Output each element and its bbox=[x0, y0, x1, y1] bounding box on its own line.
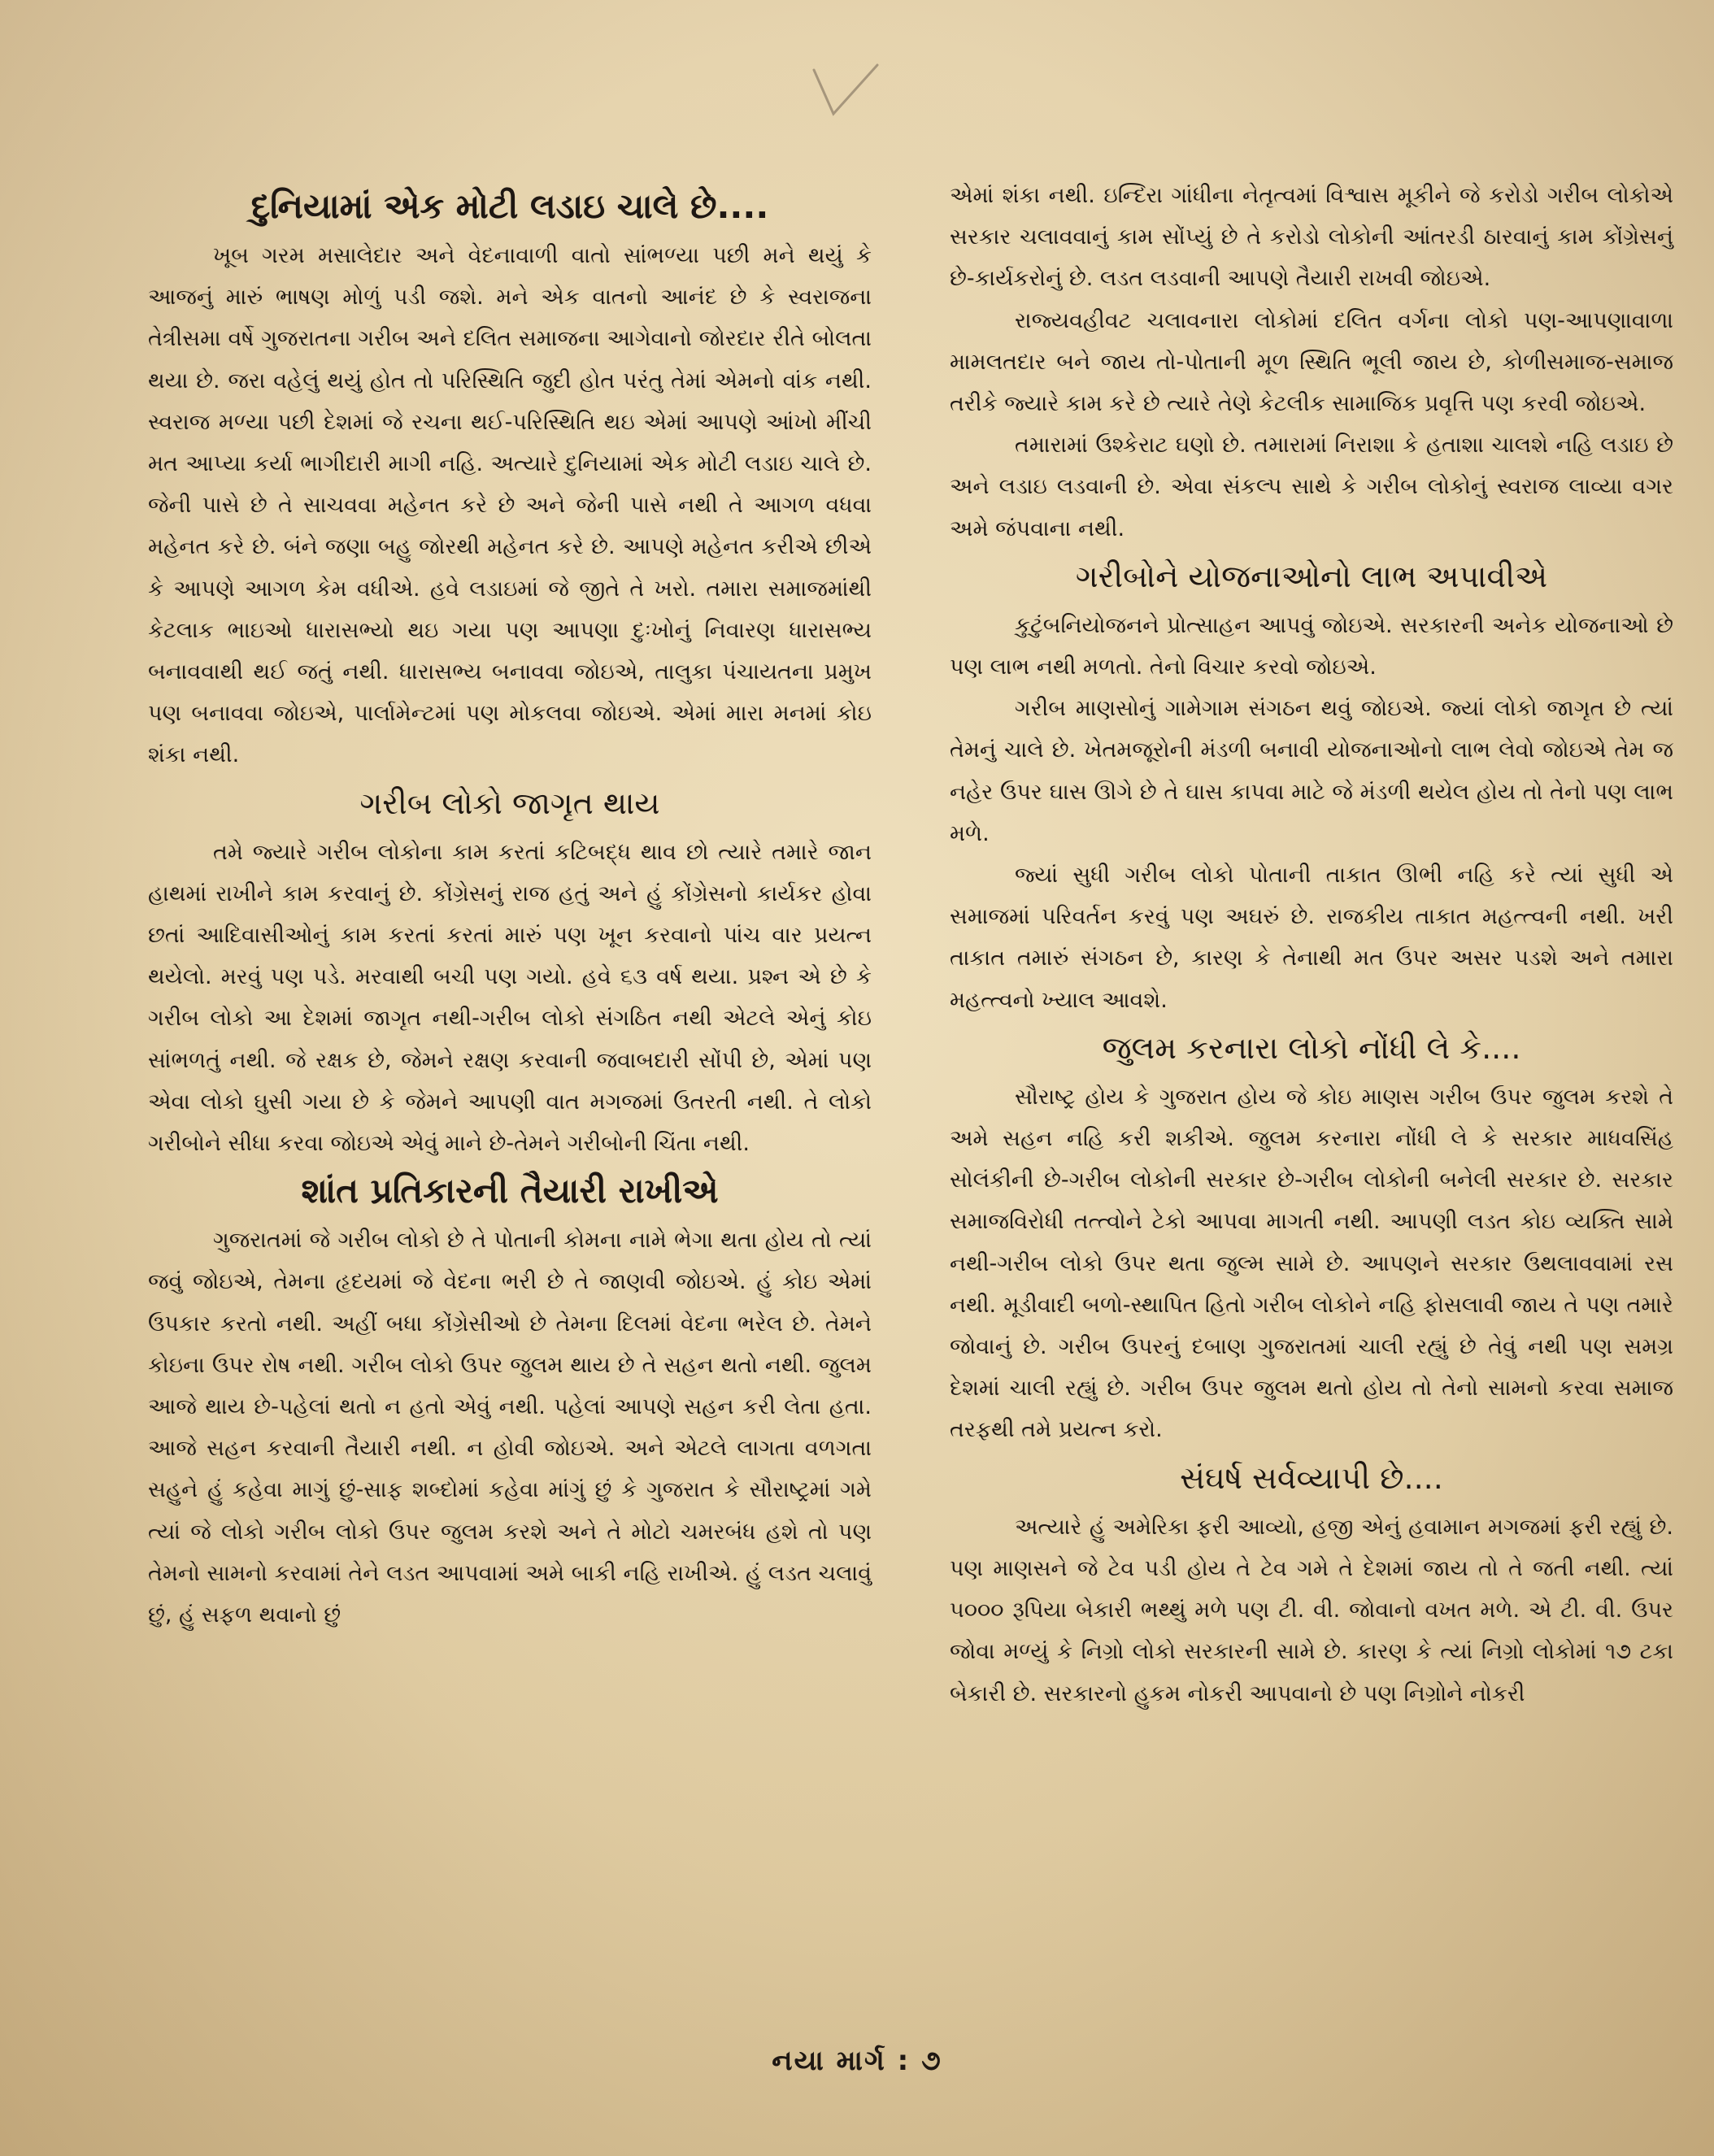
paragraph: તમે જ્યારે ગરીબ લોકોના કામ કરતાં કટિબદ્ધ થાવ છો ત્યારે તમારે જાન હાથમાં રાખીને કામ કરવાનું છે. કોંગ્રેસનું રાજ હતું અને હું કોંગ્રેસનો કાર્યકર હોવા છતાં આદિવાસીઓનું કામ કરતાં કરતાં મારું પણ ખૂન કરવાનો પાંચ વાર પ્રયત્ન થયેલો. મરવું પણ પડે. મરવાથી બચી પણ ગયો. હવે ૬૩ વર્ષ થયા. પ્રશ્ન એ છે કે ગરીબ લોકો આ દેશમાં જાગૃત નથી-ગરીબ લોકો સંગઠિત નથી એટલે એનું કોઇ સાંભળતું નથી. જે રક્ષક છે, જેમને રક્ષણ કરવાની જવાબદારી સોંપી છે, એમાં પણ એવા લોકો ઘુસી ગયા છે કે જેમને આપણી વાત મગજમાં ઉતરતી નથી. તે લોકો ગરીબોને સીધા કરવા જોઇએ એવું માને છે-તેમને ગરીબોની ચિંતા નથી. bbox=[148, 839, 872, 1157]
left-column bbox=[148, 175, 872, 1636]
paragraph: સૌરાષ્ટ્ર હોય કે ગુજરાત હોય જે કોઇ માણસ ગરીબ ઉપર જુલમ કરશે તે અમે સહન નહિ કરી શકીએ. જુલમ કરનારા નોંધી લે કે સરકાર માધવસિંહ સોલંકીની છે-ગરીબ લોકોની સરકાર છે-ગરીબ લોકોની બનેલી સરકાર છે. સરકાર સમાજવિરોધી તત્ત્વોને ટેકો આપવા માગતી નથી. આપણી લડત કોઇ વ્યક્તિ સામે નથી-ગરીબ લોકો ઉપર થતા જુલ્મ સામે છે. આપણને સરકાર ઉથલાવવામાં રસ નથી. મૂડીવાદી બળો-સ્થાપિત હિતો ગરીબ લોકોને નહિ ફોસલાવી જાય તે પણ તમારે જોવાનું છે. ગરીબ ઉપરનું દબાણ ગુજરાતમાં ચાલી રહ્યું છે તેવું નથી પણ સમગ્ર દેશમાં ચાલી રહ્યું છે. ગરીબ ઉપર જુલમ થતો હોય તો તેનો સામનો કરવા સમાજ તરફથી તમે પ્રયત્ન કરો. bbox=[950, 1084, 1673, 1443]
paragraph: અત્યારે હું અમેરિકા ફરી આવ્યો, હજી એનું હવામાન મગજમાં ફરી રહ્યું છે. પણ માણસને જે ટેવ પડી હોય તે ટેવ ગમે તે દેશમાં જાય તો તે જતી નથી. ત્યાં ૫૦૦૦ રૂપિયા બેકારી ભથ્થું મળે પણ ટી. વી. જોવાનો વખત મળે. એ ટી. વી. ઉપર જોવા મળ્યું કે નિગ્રો લોકો સરકારની સામે છે. કારણ કે ત્યાં નિગ્રો લોકોમાં ૧૭ ટકા બેકારી છે. સરકારનો હુકમ નોકરી આપવાનો છે પણ નિગ્રોને નોકરી bbox=[950, 1514, 1673, 1706]
paragraph: ગરીબ માણસોનું ગામેગામ સંગઠન થવું જોઇએ. જ્યાં લોકો જાગૃત છે ત્યાં તેમનું ચાલે છે. ખેતમજૂરોની મંડળી બનાવી યોજનાઓનો લાભ લેવો જોઇએ તેમ જ નહેર ઉપર ઘાસ ઊગે છે તે ઘાસ કાપવા માટે જે મંડળી થયેલ હોય તો તેનો પણ લાભ મળે. bbox=[950, 696, 1673, 846]
paragraph: એમાં શંકા નથી. ઇન્દિરા ગાંધીના નેતૃત્વમાં વિશ્વાસ મૂકીને જે કરોડો ગરીબ લોકોએ સરકાર ચલાવવાનું કામ સોંપ્યું છે તે કરોડો લોકોની આંતરડી ઠારવાનું કામ કોંગ્રેસનું છે-કાર્યકરોનું છે. લડત લડવાની આપણે તૈયારી રાખવી જોઇએ. bbox=[950, 183, 1673, 292]
paragraph: ખૂબ ગરમ મસાલેદાર અને વેદનાવાળી વાતો સાંભળ્યા પછી મને થયું કે આજનું મારું ભાષણ મોળું પડી જશે. મને એક વાતનો આનંદ છે કે સ્વરાજના તેત્રીસમા વર્ષે ગુજરાતના ગરીબ અને દલિત સમાજના આગેવાનો જોરદાર રીતે બોલતા થયા છે. જરા વહેલું થયું હોત તો પરિસ્થિતિ જુદી હોત પરંતુ તેમાં એમનો વાંક નથી. સ્વરાજ મળ્યા પછી દેશમાં જે રચના થઈ-પરિસ્થિતિ થઇ એમાં આપણે આંખો મીંચી મત આપ્યા કર્યા ભાગીદારી માગી નહિ. અત્યારે દુનિયામાં એક મોટી લડાઇ ચાલે છે. જેની પાસે છે તે સાચવવા મહેનત કરે છે અને જેની પાસે નથી તે આગળ વધવા મહેનત કરે છે. બંને જણા બહુ જોરથી મહેનત કરે છે. આપણે મહેનત કરીએ છીએ કે આપણે આગળ કેમ વધીએ. હવે લડાઇમાં જે જીતે તે ખરો. તમારા સમાજમાંથી કેટલાક ભાઇઓ ધારાસભ્યો થઇ ગયા પણ આપણા દુઃખોનું નિવારણ ધારાસભ્ય બનાવવાથી થઈ જતું નથી. ધારાસભ્ય બનાવવા જોઇએ, તાલુકા પંચાયતના પ્રમુખ પણ બનાવવા જોઇએ, પાર્લામેન્ટમાં પણ મોકલવા જોઇએ. એમાં મારા મનમાં કોઇ શંકા નથી. bbox=[148, 243, 872, 768]
pencil-check-mark bbox=[809, 59, 882, 124]
paragraph: જ્યાં સુધી ગરીબ લોકો પોતાની તાકાત ઊભી નહિ કરે ત્યાં સુધી એ સમાજમાં પરિવર્તન કરવું પણ અઘરું છે. રાજકીય તાકાત મહત્ત્વની નથી. ખરી તાકાત તમારું સંગઠન છે, કારણ કે તેનાથી મત ઉપર અસર પડશે અને તમારા મહત્ત્વનો ખ્યાલ આવશે. bbox=[950, 863, 1673, 1013]
paragraph: રાજ્યવહીવટ ચલાવનારા લોકોમાં દલિત વર્ગના લોકો પણ-આપણાવાળા મામલતદાર બને જાય તો-પોતાની મૂળ સ્થિતિ ભૂલી જાય છે, કોળીસમાજ-સમાજ તરીકે જ્યારે કામ કરે છે ત્યારે તેણે કેટલીક સામાજિક પ્રવૃત્તિ પણ કરવી જોઇએ. bbox=[950, 307, 1673, 417]
paragraph: કુટુંબનિયોજનને પ્રોત્સાહન આપવું જોઇએ. સરકારની અનેક યોજનાઓ છે પણ લાભ નથી મળતો. તેનો વિચાર કરવો જોઇએ. bbox=[950, 612, 1673, 680]
section-heading: ગરીબ લોકો જાગૃત થાય bbox=[359, 785, 660, 821]
paragraph: તમારામાં ઉશ્કેરાટ ઘણો છે. તમારામાં નિરાશા કે હતાશા ચાલશે નહિ લડાઇ છે અને લડાઇ લડવાની છે. એવા સંકલ્પ સાથે કે ગરીબ લોકોનું સ્વરાજ લાવ્યા વગર અમે જંપવાના નથી. bbox=[950, 433, 1673, 541]
section-heading: શાંત પ્રતિકારની તૈયારી રાખીએ bbox=[301, 1171, 719, 1211]
right-column bbox=[950, 175, 1673, 1715]
section-heading: ગરીબોને યોજનાઓનો લાભ અપાવીએ bbox=[1075, 558, 1548, 594]
section-heading: જુલમ કરનારા લોકો નોંધી લે કે.... bbox=[1102, 1029, 1521, 1066]
page-footer: નયા માર્ગ : ૭ bbox=[772, 2045, 942, 2077]
section-heading: દુનિયામાં એક મોટી લડાઇ ચાલે છે.... bbox=[250, 186, 769, 226]
paragraph: ગુજરાતમાં જે ગરીબ લોકો છે તે પોતાની કોમના નામે ભેગા થતા હોય તો ત્યાં જવું જોઇએ, તેમના હૃદયમાં જે વેદના ભરી છે તે જાણવી જોઇએ. હું કોઇ એમાં ઉપકાર કરતો નથી. અહીં બધા કોંગ્રેસીઓ છે તેમના દિલમાં વેદના ભરેલ છે. તેમને કોઇના ઉપર રોષ નથી. ગરીબ લોકો ઉપર જુલમ થાય છે તે સહન થતો નથી. જુલમ આજે થાય છે-પહેલાં થતો ન હતો એવું નથી. પહેલાં આપણે સહન કરી લેતા હતા. આજે સહન કરવાની તૈયારી નથી. ન હોવી જોઇએ. અને એટલે લાગતા વળગતા સહુને હું કહેવા માગું છું-સાફ શબ્દોમાં કહેવા માંગું છું કે ગુજરાત કે સૌરાષ્ટ્રમાં ગમે ત્યાં જે લોકો ગરીબ લોકો ઉપર જુલમ કરશે અને તે મોટો ચમરબંધ હશે તો પણ તેમનો સામનો કરવામાં તેને લડત આપવામાં અમે બાકી નહિ રાખીએ. હું લડત ચલાવું છું, હું સફળ થવાનો છું bbox=[148, 1228, 872, 1628]
section-heading: સંઘર્ષ સર્વવ્યાપી છે.... bbox=[1180, 1459, 1443, 1496]
